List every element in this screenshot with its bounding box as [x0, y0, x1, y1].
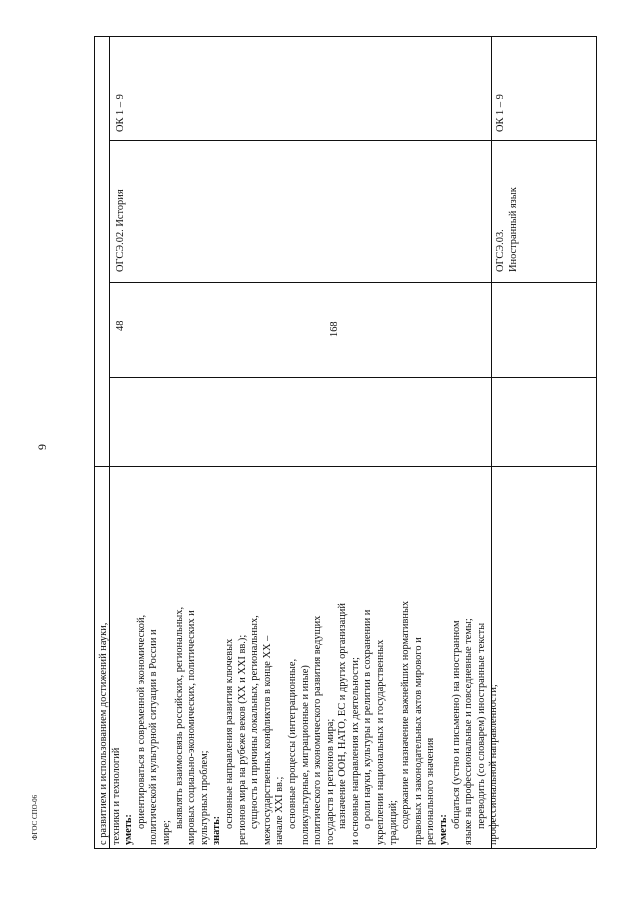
skills-line: мире;: [160, 820, 172, 845]
discipline-foreign-language-code: ОГСЭ.03.: [495, 229, 506, 272]
section-heading: уметь:: [438, 814, 450, 845]
skills-line: политического и экономического развития ведущих: [312, 615, 324, 845]
skills-line: выявлять взаимосвязь российских, региональных,: [173, 606, 185, 829]
skills-line: сущность и причины локальных, региональных,: [249, 615, 261, 829]
discipline-foreign-language-name: Иностранный язык: [508, 187, 519, 272]
skills-line: о роли науки, культуры и религии в сохранении и: [362, 609, 374, 829]
skills-line: государств и регионов мира;: [324, 718, 336, 845]
skills-line: ориентироваться в современной экономической,: [135, 614, 147, 829]
skills-line: традиций;: [387, 800, 399, 845]
table-line: [94, 466, 596, 467]
skills-line: поликультурные, миграционные и иные): [299, 665, 311, 845]
skills-line: переводить (со словарем) иностранные тексты: [475, 622, 487, 829]
skills-line: межгосударственных конфликтов в конце XX –: [261, 635, 273, 845]
table-line: [94, 36, 95, 848]
table-line: [94, 36, 596, 37]
skills-line: культурных проблем;: [198, 750, 210, 845]
page-number: 9: [35, 444, 49, 450]
skills-line: основные процессы (интеграционные,: [286, 658, 298, 829]
table-line: [109, 282, 596, 283]
table-line: [596, 36, 597, 848]
skills-line: профессиональной направленности;: [488, 684, 500, 845]
skills-line: и основные направления их деятельности;: [349, 657, 361, 845]
table-line: [109, 377, 596, 378]
table-line: [94, 848, 596, 849]
skills-line: правовых и законодательных актов мирового и: [412, 637, 424, 845]
skills-line: содержание и назначение важнейших нормативных: [400, 600, 412, 829]
competence-history: ОК 1 – 9: [115, 94, 126, 132]
hours-foreign-language: 168: [329, 321, 340, 337]
skills-line: регионов мира на рубеже веков (XX и XXI вв.);: [236, 634, 248, 845]
competence-foreign-language: ОК 1 – 9: [495, 94, 506, 132]
skills-line: начале XXI вв.;: [274, 776, 286, 845]
discipline-history: ОГСЭ.02. История: [115, 189, 126, 272]
skills-text-block: [98, 601, 501, 845]
section-heading: знать:: [211, 815, 223, 845]
skills-line: укреплении национальных и государственных: [375, 639, 387, 845]
hours-history: 48: [115, 320, 126, 331]
skills-line: мировых социально-экономических, политических и: [186, 610, 198, 845]
skills-line: языке на профессиональные и повседневные темы;: [463, 618, 475, 845]
skills-line: политической и культурной ситуации в России и: [148, 629, 160, 845]
section-heading: уметь:: [123, 814, 135, 845]
skills-line: назначение ООН, НАТО, ЕС и других организаций: [337, 603, 349, 829]
skills-line: основные направления развития ключевых: [223, 638, 235, 829]
skills-line: общаться (устно и письменно) на иностранном: [450, 620, 462, 829]
footer-code: ФГОС СПО-06: [31, 794, 39, 840]
table-line: [109, 140, 596, 141]
skills-line: техники и технологий: [110, 747, 122, 845]
skills-line: регионального значения: [425, 737, 437, 845]
skills-line: с развитием и использованием достижений науки,: [98, 622, 109, 845]
